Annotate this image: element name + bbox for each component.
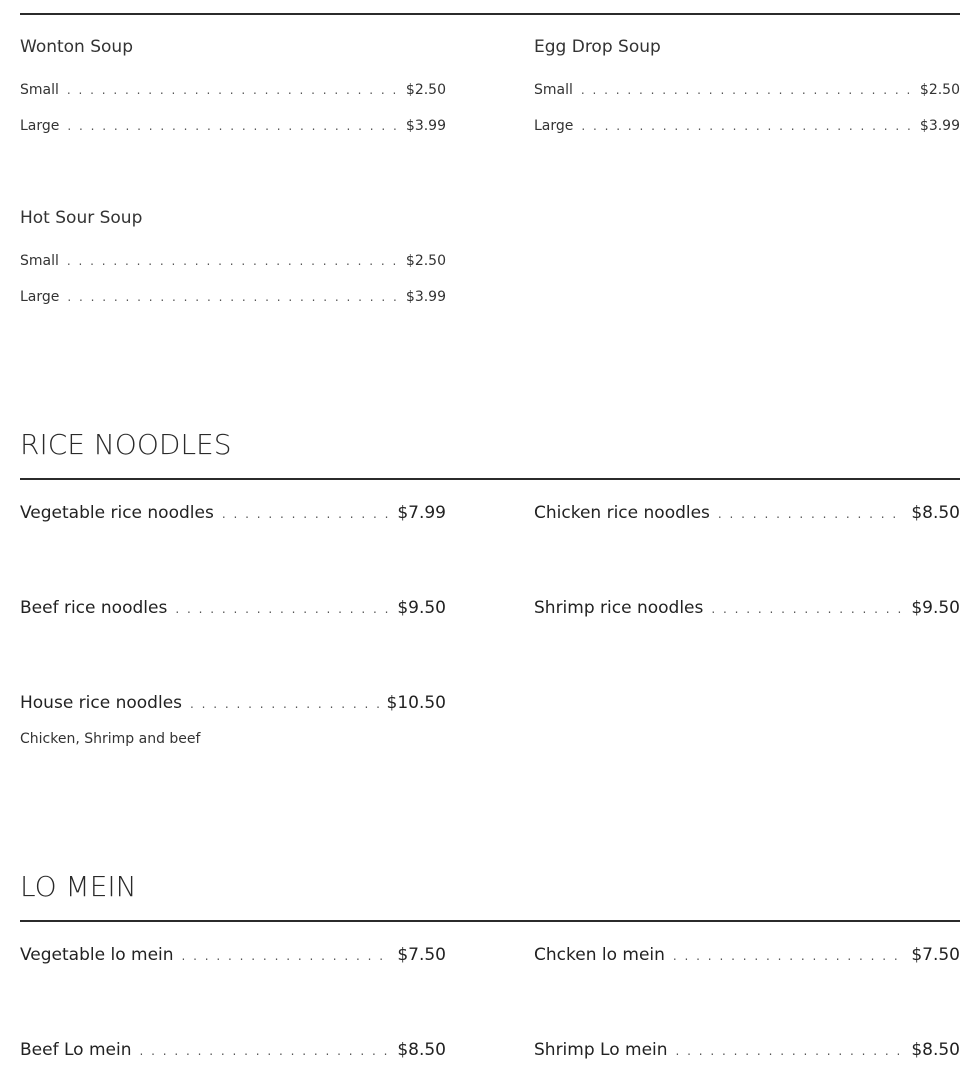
item-name: Shrimp rice noodles bbox=[534, 598, 704, 618]
item-name: Vegetable rice noodles bbox=[20, 503, 214, 523]
vegetable-lo-mein-row bbox=[20, 945, 446, 965]
item-name: Chicken rice noodles bbox=[534, 503, 710, 523]
wonton-soup-small-row bbox=[20, 82, 446, 98]
item-name: Vegetable lo mein bbox=[20, 945, 174, 965]
house-rice-noodles-row bbox=[20, 693, 446, 713]
price: $8.50 bbox=[911, 1040, 960, 1060]
egg-drop-soup-title: Egg Drop Soup bbox=[534, 37, 661, 57]
dot-leader bbox=[581, 83, 912, 97]
size-label: Small bbox=[20, 253, 59, 269]
chicken-lo-mein-row bbox=[534, 945, 960, 965]
price: $3.99 bbox=[919, 118, 960, 134]
dot-leader bbox=[175, 602, 389, 616]
wonton-soup-large-row bbox=[20, 118, 446, 134]
beef-rice-noodles-row bbox=[20, 598, 446, 618]
item-name: Beef Lo mein bbox=[20, 1040, 132, 1060]
price: $7.50 bbox=[911, 945, 960, 965]
chicken-rice-noodles-row bbox=[534, 503, 960, 523]
dot-leader bbox=[67, 83, 398, 97]
dot-leader bbox=[190, 697, 379, 711]
dot-leader bbox=[67, 254, 398, 268]
vegetable-rice-noodles-row bbox=[20, 503, 446, 523]
beef-lo-mein-row bbox=[20, 1040, 446, 1060]
shrimp-rice-noodles-row bbox=[534, 598, 960, 618]
price: $10.50 bbox=[386, 693, 446, 713]
dot-leader bbox=[139, 1044, 389, 1058]
price: $2.50 bbox=[405, 253, 446, 269]
size-label: Large bbox=[20, 118, 60, 134]
size-label: Small bbox=[20, 82, 59, 98]
size-label: Small bbox=[534, 82, 573, 98]
dot-leader bbox=[67, 119, 398, 133]
rice-noodles-heading: RICE NOODLES bbox=[20, 428, 232, 461]
dot-leader bbox=[711, 602, 903, 616]
hot-sour-soup-small-row bbox=[20, 253, 446, 269]
dot-leader bbox=[581, 119, 912, 133]
dot-leader bbox=[673, 949, 903, 963]
item-name: Shrimp Lo mein bbox=[534, 1040, 668, 1060]
rice-noodles-divider bbox=[20, 478, 960, 480]
price: $3.99 bbox=[405, 118, 446, 134]
shrimp-lo-mein-row bbox=[534, 1040, 960, 1060]
item-name: Chcken lo mein bbox=[534, 945, 665, 965]
price: $7.99 bbox=[397, 503, 446, 523]
lo-mein-divider bbox=[20, 920, 960, 922]
dot-leader bbox=[182, 949, 390, 963]
hot-sour-soup-title: Hot Sour Soup bbox=[20, 208, 143, 228]
dot-leader bbox=[676, 1044, 904, 1058]
dot-leader bbox=[222, 507, 390, 521]
price: $7.50 bbox=[397, 945, 446, 965]
soup-section-divider bbox=[20, 13, 960, 15]
price: $8.50 bbox=[911, 503, 960, 523]
dot-leader bbox=[67, 290, 398, 304]
item-name: House rice noodles bbox=[20, 693, 183, 713]
price: $2.50 bbox=[919, 82, 960, 98]
price: $3.99 bbox=[405, 289, 446, 305]
size-label: Large bbox=[534, 118, 574, 134]
egg-drop-soup-large-row bbox=[534, 118, 960, 134]
lo-mein-heading: LO MEIN bbox=[20, 870, 137, 903]
price: $9.50 bbox=[911, 598, 960, 618]
item-name: Beef rice noodles bbox=[20, 598, 168, 618]
egg-drop-soup-small-row bbox=[534, 82, 960, 98]
price: $2.50 bbox=[405, 82, 446, 98]
house-rice-noodles-description: Chicken, Shrimp and beef bbox=[20, 731, 201, 747]
dot-leader bbox=[718, 507, 903, 521]
price: $9.50 bbox=[397, 598, 446, 618]
hot-sour-soup-large-row bbox=[20, 289, 446, 305]
size-label: Large bbox=[20, 289, 60, 305]
price: $8.50 bbox=[397, 1040, 446, 1060]
wonton-soup-title: Wonton Soup bbox=[20, 37, 133, 57]
